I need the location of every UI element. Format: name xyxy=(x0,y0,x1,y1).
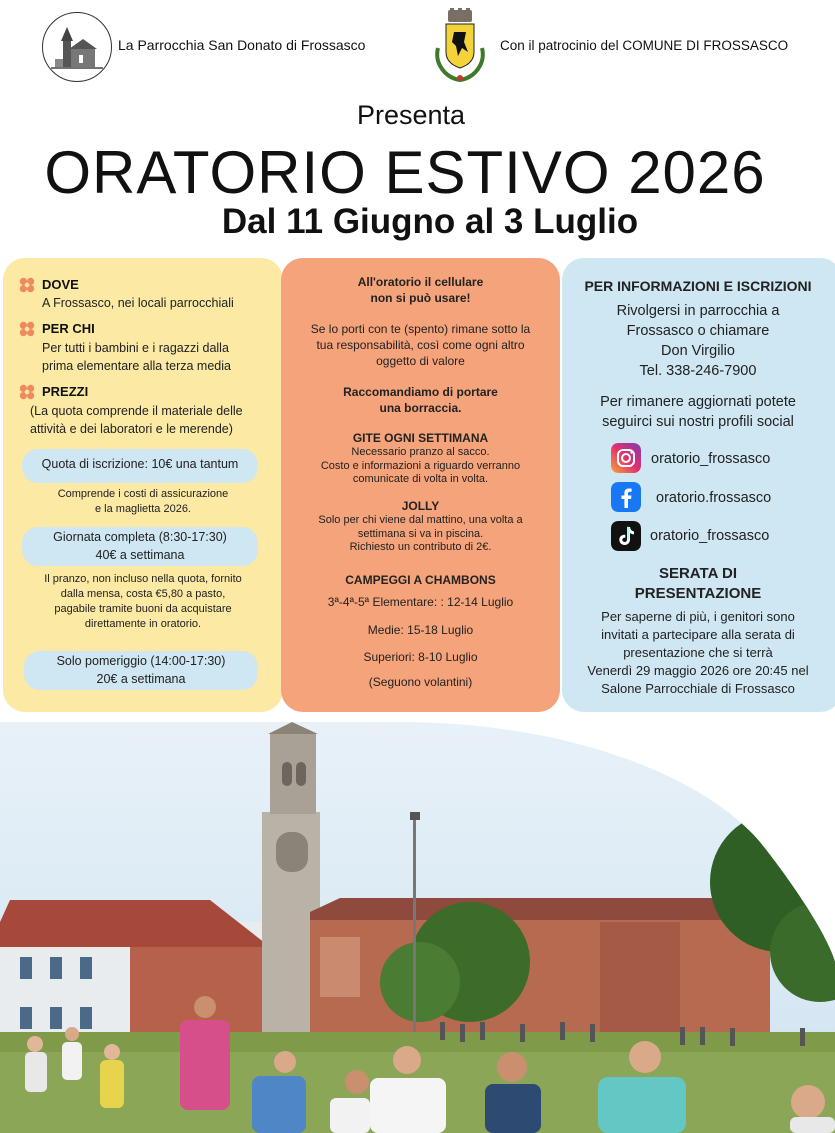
giornata-line-2: 40€ a settimana xyxy=(95,548,185,562)
giornata-line-1: Giornata completa (8:30-17:30) xyxy=(53,530,227,544)
campeggi-superiori: Superiori: 8-10 Luglio xyxy=(363,650,478,664)
church-logo-icon xyxy=(43,13,111,81)
facebook-handle[interactable]: oratorio.frossasco xyxy=(656,490,772,506)
iscrizione-pill xyxy=(22,449,258,483)
date-range: Dal 11 Giugno al 3 Luglio xyxy=(221,202,639,241)
tiktok-icon xyxy=(611,521,641,551)
pomeriggio-line-1: Solo pomeriggio (14:00-17:30) xyxy=(56,654,226,668)
flower-icon xyxy=(18,276,36,294)
serata-line-5: Salone Parrocchiale di Frossasco xyxy=(601,681,795,696)
gite-heading: GITE OGNI SETTIMANA xyxy=(352,431,489,445)
iscrizione-text: Quota di iscrizione: 10€ una tantum xyxy=(41,457,239,471)
parish-name: La Parrocchia San Donato di Frossasco xyxy=(118,37,366,53)
page-title: ORATORIO ESTIVO 2026 xyxy=(44,139,766,206)
cellulare-line-2: non si può usare! xyxy=(370,291,471,305)
phone-number: Tel. 338-246-7900 xyxy=(639,363,757,379)
prezzi-text-1: (La quota comprende il materiale delle xyxy=(30,404,243,418)
perchi-heading: PER CHI xyxy=(42,321,95,336)
campeggi-heading: CAMPEGGI A CHAMBONS xyxy=(345,573,496,587)
serata-line-1: Per saperne di più, i genitori sono xyxy=(601,609,795,624)
giornata-pill xyxy=(22,527,258,566)
serata-heading-line-2: PRESENTAZIONE xyxy=(634,585,762,602)
social-intro-line-2: seguirci sui nostri profili social xyxy=(602,414,794,430)
pomeriggio-pill xyxy=(24,651,258,690)
prezzi-text-2: attività e dei laboratori e le merende) xyxy=(30,422,233,436)
town-crest xyxy=(432,8,488,84)
facebook-link[interactable] xyxy=(611,482,641,517)
borraccia-line-2: una borraccia. xyxy=(379,401,462,415)
borraccia-block xyxy=(281,384,560,416)
jolly-line-2: settimana si va in piscina. xyxy=(357,527,484,540)
dove-heading: DOVE xyxy=(42,277,79,292)
social-intro xyxy=(562,392,834,432)
jolly-line-1: Solo per chi viene dal mattino, una volta a xyxy=(318,514,523,526)
oratorio-photo xyxy=(0,722,835,1133)
instagram-link[interactable] xyxy=(611,443,641,478)
perchi-text-1: Per tutti i bambini e i ragazzi dalla xyxy=(42,341,229,355)
town-crest-icon xyxy=(432,8,488,84)
dove-text: A Frossasco, nei locali parrocchiali xyxy=(42,296,234,310)
spento-line-1: Se lo porti con te (spento) rimane sotto la xyxy=(310,322,531,336)
campeggi-medie: Medie: 15-18 Luglio xyxy=(367,623,474,637)
serata-line-2: invitati a partecipare alla serata di xyxy=(601,627,795,642)
perchi-text-2: prima elementare alla terza media xyxy=(42,359,231,373)
info-line-2: Frossasco o chiamare xyxy=(626,323,770,339)
patronage-text: Con il patrocinio del COMUNE DI FROSSASCO xyxy=(500,38,789,53)
gite-line-2: Costo e informazioni a riguardo verranno xyxy=(320,459,521,472)
instagram-handle[interactable]: oratorio_frossasco xyxy=(651,451,771,467)
flower-icon xyxy=(18,320,36,338)
tiktok-link[interactable] xyxy=(611,521,641,556)
spento-line-3: oggetto di valore xyxy=(376,354,465,368)
jolly-heading: JOLLY xyxy=(401,499,440,513)
pomeriggio-line-2: 20€ a settimana xyxy=(96,672,186,686)
instagram-icon xyxy=(611,443,641,473)
spento-line-2: tua responsabilità, così come ogni altro xyxy=(316,338,525,352)
pranzo-2: dalla mensa, costa €5,80 a pasto, xyxy=(60,588,226,600)
prezzi-heading: PREZZI xyxy=(42,384,89,399)
gite-block xyxy=(281,431,560,487)
pranzo-3: pagabile tramite buoni da acquistare xyxy=(54,603,232,615)
gite-line-1: Necessario pranzo al sacco. xyxy=(351,446,490,458)
pranzo-4: direttamente in oratorio. xyxy=(84,618,202,630)
serata-line-4: Venerdì 29 maggio 2026 ore 20:45 nel xyxy=(587,663,809,678)
tiktok-handle[interactable]: oratorio_frossasco xyxy=(650,528,770,544)
info-line-3: Don Virgilio xyxy=(661,343,735,359)
iscrizione-note-2: e la maglietta 2026. xyxy=(94,503,191,515)
serata-heading-line-1: SERATA DI xyxy=(658,565,738,582)
info-block xyxy=(562,301,834,381)
gite-line-3: comunicate di volta in volta. xyxy=(352,473,489,485)
parish-logo xyxy=(42,12,112,82)
jolly-line-3: Richiesto un contributo di 2€. xyxy=(349,541,492,553)
presenta-label: Presenta xyxy=(356,100,466,130)
serata-line-3: presentazione che si terrà xyxy=(623,645,773,660)
spento-block xyxy=(281,321,560,369)
campeggi-elementare: 3ª-4ª-5ª Elementare: : 12-14 Luglio xyxy=(327,595,514,609)
flower-icon xyxy=(18,383,36,401)
serata-block xyxy=(562,608,834,698)
info-heading: PER INFORMAZIONI E ISCRIZIONI xyxy=(584,278,812,294)
social-intro-line-1: Per rimanere aggiornati potete xyxy=(600,394,796,410)
iscrizione-note-1: Comprende i costi di assicurazione xyxy=(57,488,229,500)
church-photo-illustration xyxy=(0,722,835,1133)
facebook-icon xyxy=(611,482,641,512)
cellulare-block xyxy=(281,275,560,305)
borraccia-line-1: Raccomandiamo di portare xyxy=(343,385,498,399)
volantini-note: (Seguono volantini) xyxy=(368,675,473,689)
pranzo-1: Il pranzo, non incluso nella quota, fornito xyxy=(44,573,242,585)
info-line-1: Rivolgersi in parrocchia a xyxy=(616,303,780,319)
jolly-block xyxy=(281,499,560,555)
cellulare-line-1: All'oratorio il cellulare xyxy=(357,275,484,289)
serata-heading xyxy=(562,564,834,604)
